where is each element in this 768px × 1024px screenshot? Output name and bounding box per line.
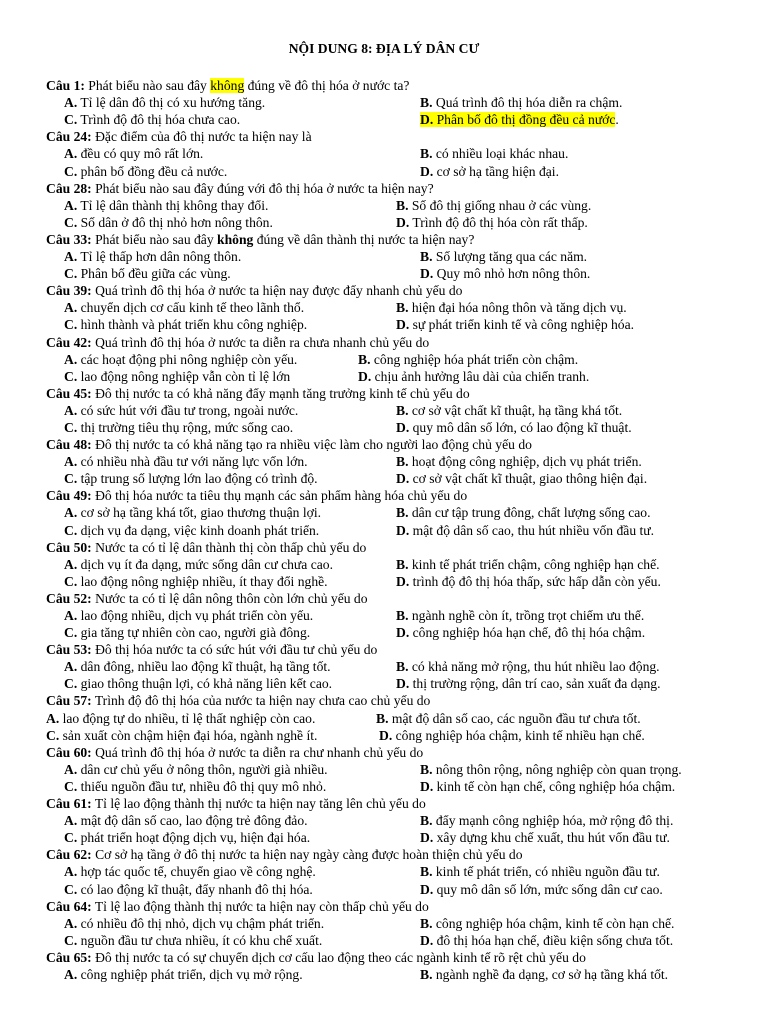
option-row: [46, 675, 768, 692]
option-a: A. mật độ dân số cao, lao động trẻ đông đảo.: [64, 813, 308, 829]
option-d: D. chịu ảnh hưởng lâu dài của chiến tranh.: [358, 368, 590, 384]
question-50: [46, 539, 768, 556]
option-d: D. quy mô dân số lớn, có lao động kĩ thuật.: [396, 419, 632, 435]
option-a: A. hợp tác quốc tế, chuyển giao về công nghệ.: [64, 864, 316, 880]
question-number: Câu 42:: [46, 334, 92, 350]
option-row: [46, 658, 768, 675]
option-row: [46, 573, 768, 590]
option-a: A. các hoạt động phi nông nghiệp còn yếu.: [64, 351, 298, 367]
question-1: [46, 77, 768, 94]
option-c: C. phân bố đồng đều cả nước.: [64, 163, 228, 179]
question-text: Quá trình đô thị hóa ở nước ta diễn ra chư nhanh chủ yếu do: [91, 744, 424, 760]
question-number: Câu 45:: [46, 385, 92, 401]
question-number: Câu 50:: [46, 539, 92, 555]
option-b: B. ngành nghề còn ít, trồng trọt chiếm ưu thế.: [396, 608, 645, 623]
question-39: [46, 282, 768, 299]
option-d: D. đô thị hóa hạn chế, điều kiện sống chưa tốt.: [420, 932, 674, 948]
option-row: [46, 368, 768, 385]
option-a: A. dịch vụ ít đa dạng, mức sống dân cư chưa cao.: [64, 556, 333, 572]
option-c: C. Số dân ở đô thị nhỏ hơn nông thôn.: [64, 214, 273, 230]
emphasized-word: không: [217, 231, 254, 247]
option-c: C. phát triển hoạt động dịch vụ, hiện đại hóa.: [64, 830, 311, 846]
option-c: C. dịch vụ đa dạng, việc kinh doanh phát triển.: [64, 522, 320, 538]
option-b: B. kinh tế phát triển, có nhiều nguồn đầu tư.: [420, 864, 660, 880]
question-text: Quá trình đô thị hóa ở nước ta hiện nay được đẩy nhanh chủ yếu do: [91, 283, 463, 299]
option-c: C. lao động nông nghiệp vẫn còn tỉ lệ lớn: [64, 368, 291, 384]
option-b: B. công nghiệp hóa phát triển còn chậm.: [358, 351, 579, 367]
question-number: Câu 62:: [46, 847, 92, 863]
question-65: [46, 949, 768, 966]
option-d: D. quy mô dân số lớn, mức sống dân cư cao.: [420, 881, 663, 897]
option-a: A. có nhiều đô thị nhỏ, dịch vụ chậm phát triển.: [64, 915, 325, 931]
question-60: [46, 744, 768, 761]
question-number: Câu 64:: [46, 898, 92, 914]
option-b: B. có khả năng mở rộng, thu hút nhiều lao động.: [396, 659, 660, 675]
option-d: D. thị trường rộng, dân trí cao, sản xuất đa dạng.: [396, 676, 661, 692]
question-text: Tỉ lệ lao động thành thị nước ta hiện nay còn thấp chủ yếu do: [91, 898, 429, 914]
option-row: [46, 316, 768, 333]
option-d: D. trình độ đô thị hóa thấp, sức hấp dẫn còn yếu.: [396, 573, 661, 589]
question-text: Đặc điểm của đô thị nước ta hiện nay là: [91, 129, 312, 145]
question-text: Phát biểu nào sau đây đúng với đô thị hóa ở nước ta hiện nay?: [91, 180, 434, 196]
option-b: B. cơ sở vật chất kĩ thuật, hạ tầng khá tốt.: [396, 402, 623, 418]
question-number: Câu 53:: [46, 642, 92, 658]
question-text: Đô thị hóa nước ta có sức hút với đầu tư chủ yếu do: [91, 642, 378, 658]
question-45: [46, 385, 768, 402]
question-28: [46, 180, 768, 197]
option-row: [46, 829, 768, 846]
option-row: [46, 248, 768, 265]
question-text: Trình độ đô thị hóa của nước ta hiện nay chưa cao chủ yếu do: [91, 693, 431, 709]
option-b: B. kinh tế phát triển chậm, công nghiệp hạn chế.: [396, 556, 660, 572]
option-d: D. Phân bố đô thị đồng đều cả nước.: [420, 112, 619, 128]
option-c: C. Phân bố đều giữa các vùng.: [64, 266, 231, 282]
question-text: đúng về đô thị hóa ở nước ta?: [244, 78, 410, 94]
option-d: D. công nghiệp hóa chậm, kinh tế nhiều hạn chế.: [379, 727, 645, 743]
question-number: Câu 61:: [46, 796, 92, 812]
question-text: Tỉ lệ lao động thành thị nước ta hiện nay tăng lên chủ yếu do: [91, 796, 426, 812]
option-b: B. nông thôn rộng, nông nghiệp còn quan trọng.: [420, 761, 682, 777]
option-row: [46, 265, 768, 282]
option-a: A. lao động tự do nhiều, tỉ lệ thất nghiệp còn cao.: [46, 710, 316, 726]
option-row: [46, 556, 768, 573]
question-number: Câu 39:: [46, 283, 92, 299]
question-number: Câu 1:: [46, 78, 85, 94]
option-a: A. có sức hút với đầu tư trong, ngoài nước.: [64, 402, 299, 418]
option-b: B. ngành nghề đa dạng, cơ sở hạ tầng khá tốt.: [420, 966, 669, 982]
option-c: C. sản xuất còn chậm hiện đại hóa, ngành nghề ít.: [46, 727, 318, 743]
option-row: [46, 778, 768, 795]
question-52: [46, 590, 768, 607]
option-a: A. lao động nhiều, dịch vụ phát triển còn yếu.: [64, 608, 314, 623]
option-d: D. Quy mô nhỏ hơn nông thôn.: [420, 266, 591, 282]
option-d: D. xây dựng khu chế xuất, thu hút vốn đầu tư.: [420, 830, 670, 846]
option-a: A. đều có quy mô rất lớn.: [64, 146, 204, 162]
option-c: C. giao thông thuận lợi, có khả năng liên kết cao.: [64, 676, 333, 692]
option-row: [46, 812, 768, 829]
option-d: D. kinh tế còn hạn chế, công nghiệp hóa chậm.: [420, 778, 676, 794]
option-d: D. sự phát triển kinh tế và công nghiệp hóa.: [396, 317, 635, 333]
question-57: [46, 692, 768, 709]
option-row: [46, 607, 768, 624]
option-d: D. mật độ dân số cao, thu hút nhiều vốn đầu tư.: [396, 522, 655, 538]
option-row: [46, 453, 768, 470]
option-b: B. dân cư tập trung đông, chất lượng sống cao.: [396, 505, 651, 521]
option-row: [46, 470, 768, 487]
question-53: [46, 641, 768, 658]
option-a: A. Tỉ lệ thấp hơn dân nông thôn.: [64, 249, 242, 265]
option-b: B. đẩy mạnh công nghiệp hóa, mở rộng đô thị.: [420, 813, 674, 829]
option-c: C. tập trung số lượng lớn lao động có trình độ.: [64, 471, 318, 487]
option-row: [46, 915, 768, 932]
option-a: A. có nhiều nhà đầu tư với năng lực vốn lớn.: [64, 454, 308, 470]
option-b: B. hoạt động công nghiệp, dịch vụ phát triển.: [396, 454, 642, 470]
option-d: D. Trình độ đô thị hóa còn rất thấp.: [396, 214, 588, 230]
question-text: Phát biểu nào sau đây: [84, 78, 211, 94]
question-text: Nước ta có tỉ lệ dân thành thị còn thấp chủ yếu do: [91, 539, 367, 555]
question-text: Phát biểu nào sau đây: [91, 231, 218, 247]
question-text: Đô thị nước ta có khả năng tạo ra nhiều việc làm cho người lao động chủ yếu do: [91, 437, 532, 453]
page-title: NỘI DUNG 8: ĐỊA LÝ DÂN CƯ: [288, 41, 480, 56]
option-row: [46, 163, 768, 180]
option-c: C. Trình độ đô thị hóa chưa cao.: [64, 112, 241, 128]
option-row: [46, 197, 768, 214]
question-number: Câu 65:: [46, 949, 92, 965]
option-row: [46, 624, 768, 641]
option-row: [46, 402, 768, 419]
option-c: C. thị trường tiêu thụ rộng, mức sống cao.: [64, 419, 294, 435]
option-c: C. gia tăng tự nhiên còn cao, người già đông.: [64, 625, 311, 641]
question-48: [46, 436, 768, 453]
option-b: B. Số lượng tăng qua các năm.: [420, 249, 588, 265]
option-row: [46, 419, 768, 436]
question-text: đúng về dân thành thị nước ta hiện nay?: [253, 231, 475, 247]
option-b: B. có nhiều loại khác nhau.: [420, 146, 569, 162]
option-row: [46, 727, 768, 744]
question-24: [46, 128, 768, 145]
option-b: B. hiện đại hóa nông thôn và tăng dịch vụ.: [396, 300, 627, 316]
question-number: Câu 24:: [46, 129, 92, 145]
option-row: [46, 504, 768, 521]
option-c: C. có lao động kĩ thuật, đẩy nhanh đô thị hóa.: [64, 881, 313, 897]
question-62: [46, 846, 768, 863]
option-a: A. công nghiệp phát triển, dịch vụ mở rộng.: [64, 966, 303, 982]
option-b: B. công nghiệp hóa chậm, kinh tế còn hạn chế.: [420, 915, 675, 931]
option-c: C. thiếu nguồn đầu tư, nhiều đô thị quy mô nhỏ.: [64, 778, 327, 794]
option-a: A. dân cư chủ yếu ở nông thôn, người già nhiều.: [64, 761, 328, 777]
question-text: Cơ sở hạ tầng ở đô thị nước ta hiện nay ngày càng được hoàn thiện chủ yếu do: [91, 847, 523, 863]
question-61: [46, 795, 768, 812]
option-row: [46, 214, 768, 231]
option-a: A. cơ sở hạ tầng khá tốt, giao thương thuận lợi.: [64, 505, 321, 521]
option-row: [46, 299, 768, 316]
question-text: Quá trình đô thị hóa ở nước ta diễn ra chưa nhanh chủ yếu do: [91, 334, 430, 350]
option-row: [46, 94, 768, 111]
question-number: Câu 52:: [46, 590, 92, 606]
question-text: Nước ta có tỉ lệ dân nông thôn còn lớn chủ yếu do: [91, 590, 368, 606]
option-b: B. Số đô thị giống nhau ở các vùng.: [396, 197, 592, 213]
option-a: A. Tỉ lệ dân thành thị không thay đổi.: [64, 197, 269, 213]
question-42: [46, 334, 768, 351]
highlighted-word: không: [210, 78, 245, 94]
question-number: Câu 48:: [46, 437, 92, 453]
question-number: Câu 49:: [46, 488, 92, 504]
option-row: [46, 761, 768, 778]
option-c: C. nguồn đầu tư chưa nhiều, ít có khu chế xuất.: [64, 932, 323, 948]
option-d: D. công nghiệp hóa hạn chế, đô thị hóa chậm.: [396, 625, 646, 641]
question-49: [46, 487, 768, 504]
option-a: A. chuyển dịch cơ cấu kinh tế theo lãnh thổ.: [64, 300, 305, 316]
question-text: Đô thị hóa nước ta tiêu thụ mạnh các sản phẩm hàng hóa chủ yếu do: [91, 488, 468, 504]
option-row: [46, 145, 768, 162]
option-d: D. cơ sở hạ tầng hiện đại.: [420, 163, 559, 179]
option-a: A. dân đông, nhiều lao động kĩ thuật, hạ tầng tốt.: [64, 659, 331, 675]
question-64: [46, 898, 768, 915]
option-row: [46, 351, 768, 368]
option-row: [46, 710, 768, 727]
question-text: Đô thị nước ta có sự chuyển dịch cơ cấu lao động theo các ngành kinh tế rõ rệt chủ yếu do: [91, 949, 586, 965]
option-a: A. Tỉ lệ dân đô thị có xu hướng tăng.: [64, 95, 266, 111]
question-text: Đô thị nước ta có khả năng đẩy mạnh tăng trưởng kinh tế chủ yếu do: [91, 385, 470, 401]
option-row: [46, 932, 768, 949]
option-row: [46, 522, 768, 539]
option-d: D. cơ sở vật chất kĩ thuật, giao thông hiện đại.: [396, 471, 648, 487]
option-row: [46, 966, 768, 983]
option-row: [46, 863, 768, 880]
option-c: C. hình thành và phát triển khu công nghiệp.: [64, 317, 308, 333]
question-number: Câu 57:: [46, 693, 92, 709]
question-33: [46, 231, 768, 248]
option-c: C. lao động nông nghiệp nhiều, ít thay đổi nghề.: [64, 573, 328, 589]
question-number: Câu 33:: [46, 231, 92, 247]
question-number: Câu 60:: [46, 744, 92, 760]
option-row: [46, 111, 768, 128]
option-row: [46, 881, 768, 898]
question-number: Câu 28:: [46, 180, 92, 196]
option-b: B. mật độ dân số cao, các nguồn đầu tư chưa tốt.: [376, 710, 641, 726]
option-b: B. Quá trình đô thị hóa diễn ra chậm.: [420, 95, 623, 111]
